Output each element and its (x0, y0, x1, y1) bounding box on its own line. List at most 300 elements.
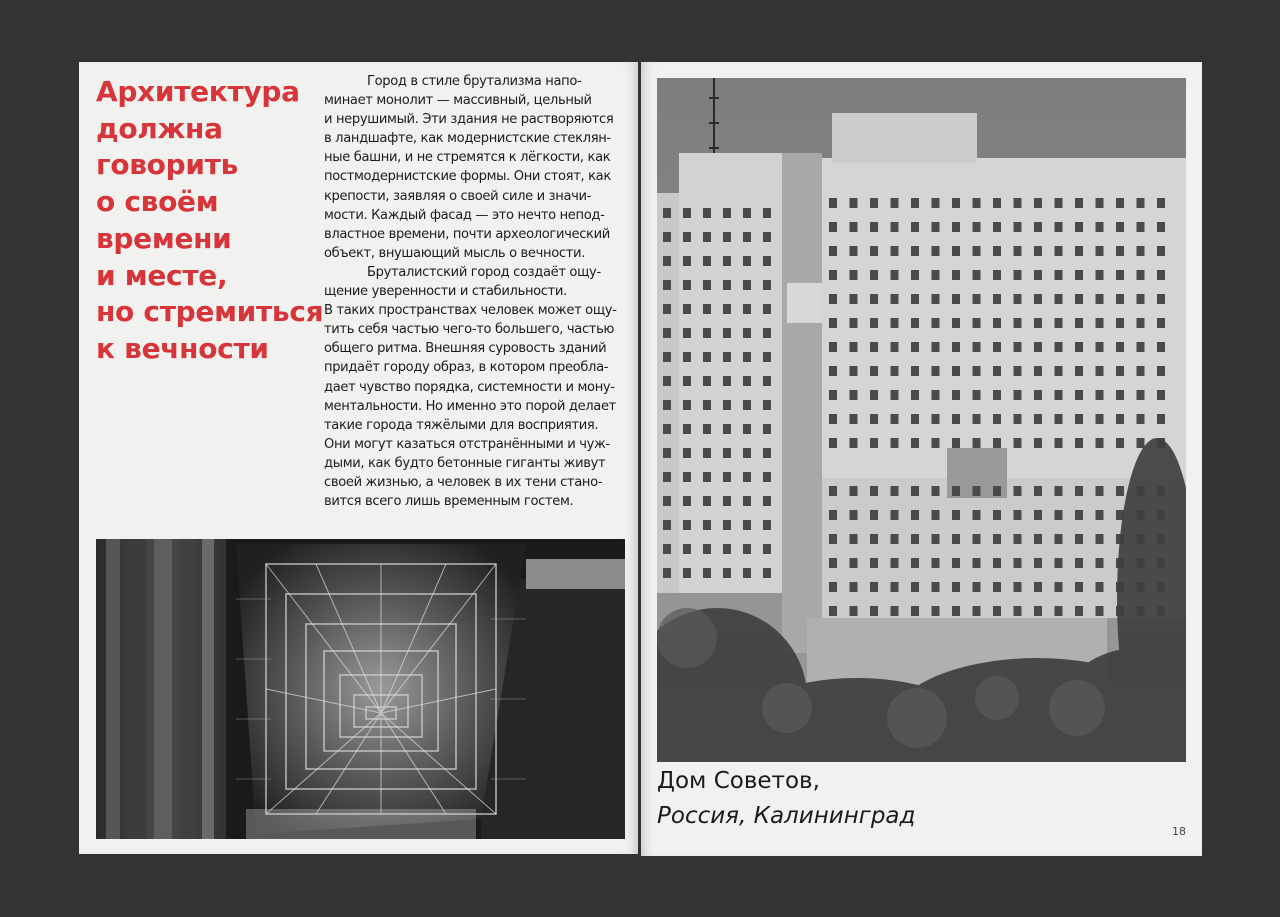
window (1034, 534, 1042, 544)
window (1034, 318, 1042, 328)
window (703, 304, 711, 314)
window (1034, 342, 1042, 352)
window (993, 582, 1001, 592)
window (911, 486, 919, 496)
window (1157, 366, 1165, 376)
window (952, 558, 960, 568)
window (683, 520, 691, 530)
window (829, 510, 837, 520)
window (952, 486, 960, 496)
window (870, 486, 878, 496)
window (1137, 294, 1145, 304)
window (891, 198, 899, 208)
heading-line: должна (96, 111, 223, 145)
window (911, 366, 919, 376)
window (911, 414, 919, 424)
window (911, 222, 919, 232)
window (932, 222, 940, 232)
window (1034, 414, 1042, 424)
window (870, 366, 878, 376)
window (829, 438, 837, 448)
window (1055, 222, 1063, 232)
window (870, 438, 878, 448)
window (763, 256, 771, 266)
window (952, 294, 960, 304)
window (1075, 558, 1083, 568)
window (1014, 390, 1022, 400)
window (911, 246, 919, 256)
window (932, 606, 940, 616)
window (952, 366, 960, 376)
window (1014, 534, 1022, 544)
window (1116, 486, 1124, 496)
window (763, 280, 771, 290)
window (891, 534, 899, 544)
window (1034, 222, 1042, 232)
window (973, 438, 981, 448)
window (932, 414, 940, 424)
window (1075, 246, 1083, 256)
window (993, 606, 1001, 616)
window (993, 534, 1001, 544)
window (850, 438, 858, 448)
window (1075, 486, 1083, 496)
window (973, 294, 981, 304)
window (993, 366, 1001, 376)
window (932, 294, 940, 304)
window (850, 342, 858, 352)
window (683, 328, 691, 338)
window (1055, 270, 1063, 280)
window (1014, 318, 1022, 328)
window (932, 534, 940, 544)
window (763, 304, 771, 314)
window (850, 366, 858, 376)
window (663, 352, 671, 362)
window (1014, 294, 1022, 304)
window (932, 198, 940, 208)
window (850, 246, 858, 256)
window (1116, 198, 1124, 208)
body-line: общего ритма. Внешняя суровость зданий (324, 341, 607, 357)
window (1055, 318, 1063, 328)
window (911, 606, 919, 616)
window (683, 376, 691, 386)
window (723, 304, 731, 314)
window (1055, 414, 1063, 424)
window (850, 414, 858, 424)
window (683, 544, 691, 554)
window (723, 472, 731, 482)
window (663, 256, 671, 266)
window (993, 510, 1001, 520)
window (891, 438, 899, 448)
window (1034, 270, 1042, 280)
window (683, 304, 691, 314)
window (952, 318, 960, 328)
window (1137, 318, 1145, 328)
window (973, 246, 981, 256)
window (932, 510, 940, 520)
window (683, 232, 691, 242)
window (891, 582, 899, 592)
window (663, 328, 671, 338)
window (952, 222, 960, 232)
window (1096, 534, 1104, 544)
window (932, 582, 940, 592)
window (703, 496, 711, 506)
window (1014, 198, 1022, 208)
window (952, 414, 960, 424)
window (1014, 366, 1022, 376)
window (763, 520, 771, 530)
window (911, 270, 919, 280)
window (891, 246, 899, 256)
window (1137, 366, 1145, 376)
body-line: Они могут казаться отстранёнными и чуж- (324, 436, 610, 452)
window (703, 208, 711, 218)
window (973, 534, 981, 544)
window (1075, 222, 1083, 232)
window (723, 496, 731, 506)
window (1096, 558, 1104, 568)
window (683, 496, 691, 506)
window (703, 472, 711, 482)
body-line: дает чувство порядка, системности и мону- (324, 379, 615, 395)
window (850, 318, 858, 328)
window (703, 256, 711, 266)
window (1116, 222, 1124, 232)
window (1055, 510, 1063, 520)
window (703, 232, 711, 242)
window (1014, 510, 1022, 520)
window (683, 352, 691, 362)
window (932, 246, 940, 256)
window (663, 208, 671, 218)
window (870, 558, 878, 568)
window (683, 256, 691, 266)
window (1116, 390, 1124, 400)
window (829, 318, 837, 328)
window (952, 198, 960, 208)
window (663, 376, 671, 386)
window (723, 208, 731, 218)
window (1075, 534, 1083, 544)
window (932, 390, 940, 400)
window (1055, 486, 1063, 496)
window (1014, 414, 1022, 424)
window (763, 352, 771, 362)
window (973, 390, 981, 400)
body-line: властное времени, почти археологический (324, 226, 610, 242)
window (911, 342, 919, 352)
window (1096, 294, 1104, 304)
window (891, 342, 899, 352)
window (763, 496, 771, 506)
window (723, 424, 731, 434)
window (891, 222, 899, 232)
window (911, 390, 919, 400)
body-line: Город в стиле брутализма напо- (367, 74, 582, 89)
window (829, 582, 837, 592)
window (932, 558, 940, 568)
window (891, 486, 899, 496)
heading-line: времени (96, 221, 232, 255)
window (870, 294, 878, 304)
window (1096, 222, 1104, 232)
window (703, 544, 711, 554)
window (993, 438, 1001, 448)
window (829, 390, 837, 400)
window (952, 246, 960, 256)
body-line: объект, внушающий мысль о вечности. (324, 245, 585, 261)
window (743, 448, 751, 458)
window (663, 448, 671, 458)
body-line: минает монолит — массивный, цельный (324, 93, 592, 109)
window (1034, 246, 1042, 256)
window (663, 304, 671, 314)
window (1034, 366, 1042, 376)
page-heading (96, 74, 324, 368)
window (1014, 222, 1022, 232)
window (1137, 198, 1145, 208)
window (1055, 606, 1063, 616)
window (932, 486, 940, 496)
window (850, 558, 858, 568)
window (870, 246, 878, 256)
window (663, 280, 671, 290)
window (870, 534, 878, 544)
window (829, 222, 837, 232)
window (1157, 222, 1165, 232)
window (1096, 414, 1104, 424)
window (1014, 270, 1022, 280)
window (850, 294, 858, 304)
window (1055, 582, 1063, 592)
window (1116, 366, 1124, 376)
window (1137, 414, 1145, 424)
window (911, 534, 919, 544)
window (993, 318, 1001, 328)
window (1014, 486, 1022, 496)
window (993, 558, 1001, 568)
window (932, 366, 940, 376)
window (703, 400, 711, 410)
window (763, 424, 771, 434)
window (723, 520, 731, 530)
window (973, 558, 981, 568)
window (850, 390, 858, 400)
right-page (641, 62, 1202, 856)
body-line: постмодернистские формы. Они стоят, как (324, 169, 611, 185)
window (703, 376, 711, 386)
window (723, 256, 731, 266)
body-line: придаёт городу образ, в котором преобла- (324, 360, 609, 376)
window (723, 328, 731, 338)
window (952, 270, 960, 280)
window (829, 414, 837, 424)
window (932, 342, 940, 352)
window (829, 342, 837, 352)
caption-subtitle: Россия, Калининград (657, 803, 916, 829)
window (870, 414, 878, 424)
window (1075, 342, 1083, 352)
window (663, 496, 671, 506)
window (703, 448, 711, 458)
window (1075, 510, 1083, 520)
window (911, 582, 919, 592)
window (829, 558, 837, 568)
body-line: ные башни, и не стремятся к лёгкости, как (324, 150, 611, 166)
window (663, 568, 671, 578)
window (891, 318, 899, 328)
window (952, 534, 960, 544)
window (743, 232, 751, 242)
window (743, 256, 751, 266)
body-line: крепости, заявляя о своей силе и значи- (324, 188, 592, 204)
window (683, 472, 691, 482)
window (1034, 558, 1042, 568)
window (993, 294, 1001, 304)
caption-title: Дом Советов, (657, 768, 820, 794)
window (1157, 270, 1165, 280)
window (1055, 438, 1063, 448)
window (829, 534, 837, 544)
window (1157, 414, 1165, 424)
window (763, 448, 771, 458)
window (723, 568, 731, 578)
window (973, 222, 981, 232)
dom-sovetov-photo (657, 78, 1186, 762)
window (1096, 582, 1104, 592)
window (763, 328, 771, 338)
window (952, 510, 960, 520)
window (723, 544, 731, 554)
window (1096, 606, 1104, 616)
window (723, 352, 731, 362)
window (1014, 582, 1022, 592)
window (870, 198, 878, 208)
body-line: и нерушимый. Эти здания не растворяются (324, 112, 614, 128)
window (850, 534, 858, 544)
window (1157, 198, 1165, 208)
window (829, 294, 837, 304)
body-line: щение уверенности и стабильности. (324, 284, 567, 300)
window (870, 606, 878, 616)
left-page (79, 62, 638, 854)
heading-line: говорить (96, 148, 239, 182)
window (870, 390, 878, 400)
window (1096, 318, 1104, 328)
window (870, 222, 878, 232)
window (850, 270, 858, 280)
window (743, 544, 751, 554)
window (1137, 222, 1145, 232)
window (952, 438, 960, 448)
window (1014, 558, 1022, 568)
window (870, 270, 878, 280)
window (829, 486, 837, 496)
window (973, 270, 981, 280)
window (993, 270, 1001, 280)
window (1034, 606, 1042, 616)
window (1096, 198, 1104, 208)
stairwell-photo-graphic (96, 539, 625, 839)
window (743, 496, 751, 506)
window (1096, 486, 1104, 496)
heading-line: и месте, (96, 258, 228, 292)
window (663, 544, 671, 554)
body-line: вится всего лишь временным гостем. (324, 494, 574, 510)
window (1055, 534, 1063, 544)
window (973, 486, 981, 496)
window (663, 472, 671, 482)
window (1096, 510, 1104, 520)
window (1116, 342, 1124, 352)
body-line: такие города тяжёлыми для восприятия. (324, 417, 599, 433)
window (1116, 318, 1124, 328)
window (911, 198, 919, 208)
window (829, 198, 837, 208)
window (891, 606, 899, 616)
heading-line: к вечности (96, 331, 269, 365)
window (1055, 366, 1063, 376)
window (1075, 414, 1083, 424)
window (703, 568, 711, 578)
window (993, 342, 1001, 352)
window (973, 414, 981, 424)
stairwell-photo (96, 539, 625, 839)
window (1075, 318, 1083, 328)
page-number: 18 (1172, 825, 1186, 838)
window (973, 582, 981, 592)
window (1034, 486, 1042, 496)
window (1096, 366, 1104, 376)
window (743, 472, 751, 482)
window (663, 400, 671, 410)
window (1096, 438, 1104, 448)
window (973, 342, 981, 352)
window (1157, 246, 1165, 256)
window (683, 280, 691, 290)
window (1075, 438, 1083, 448)
window (743, 568, 751, 578)
window (1157, 342, 1165, 352)
window (1014, 342, 1022, 352)
window (973, 606, 981, 616)
window (993, 414, 1001, 424)
window (743, 280, 751, 290)
window (1137, 390, 1145, 400)
window (952, 606, 960, 616)
window (1034, 198, 1042, 208)
window (743, 376, 751, 386)
window (891, 294, 899, 304)
body-line: своей жизнью, а человек в их тени стано- (324, 474, 603, 490)
window (763, 208, 771, 218)
window (743, 352, 751, 362)
window (1096, 270, 1104, 280)
window (743, 520, 751, 530)
heading-line: но стремиться (96, 295, 324, 329)
window (1034, 582, 1042, 592)
window (1137, 246, 1145, 256)
window (932, 318, 940, 328)
window (663, 232, 671, 242)
window (1157, 390, 1165, 400)
window (703, 424, 711, 434)
window (911, 438, 919, 448)
